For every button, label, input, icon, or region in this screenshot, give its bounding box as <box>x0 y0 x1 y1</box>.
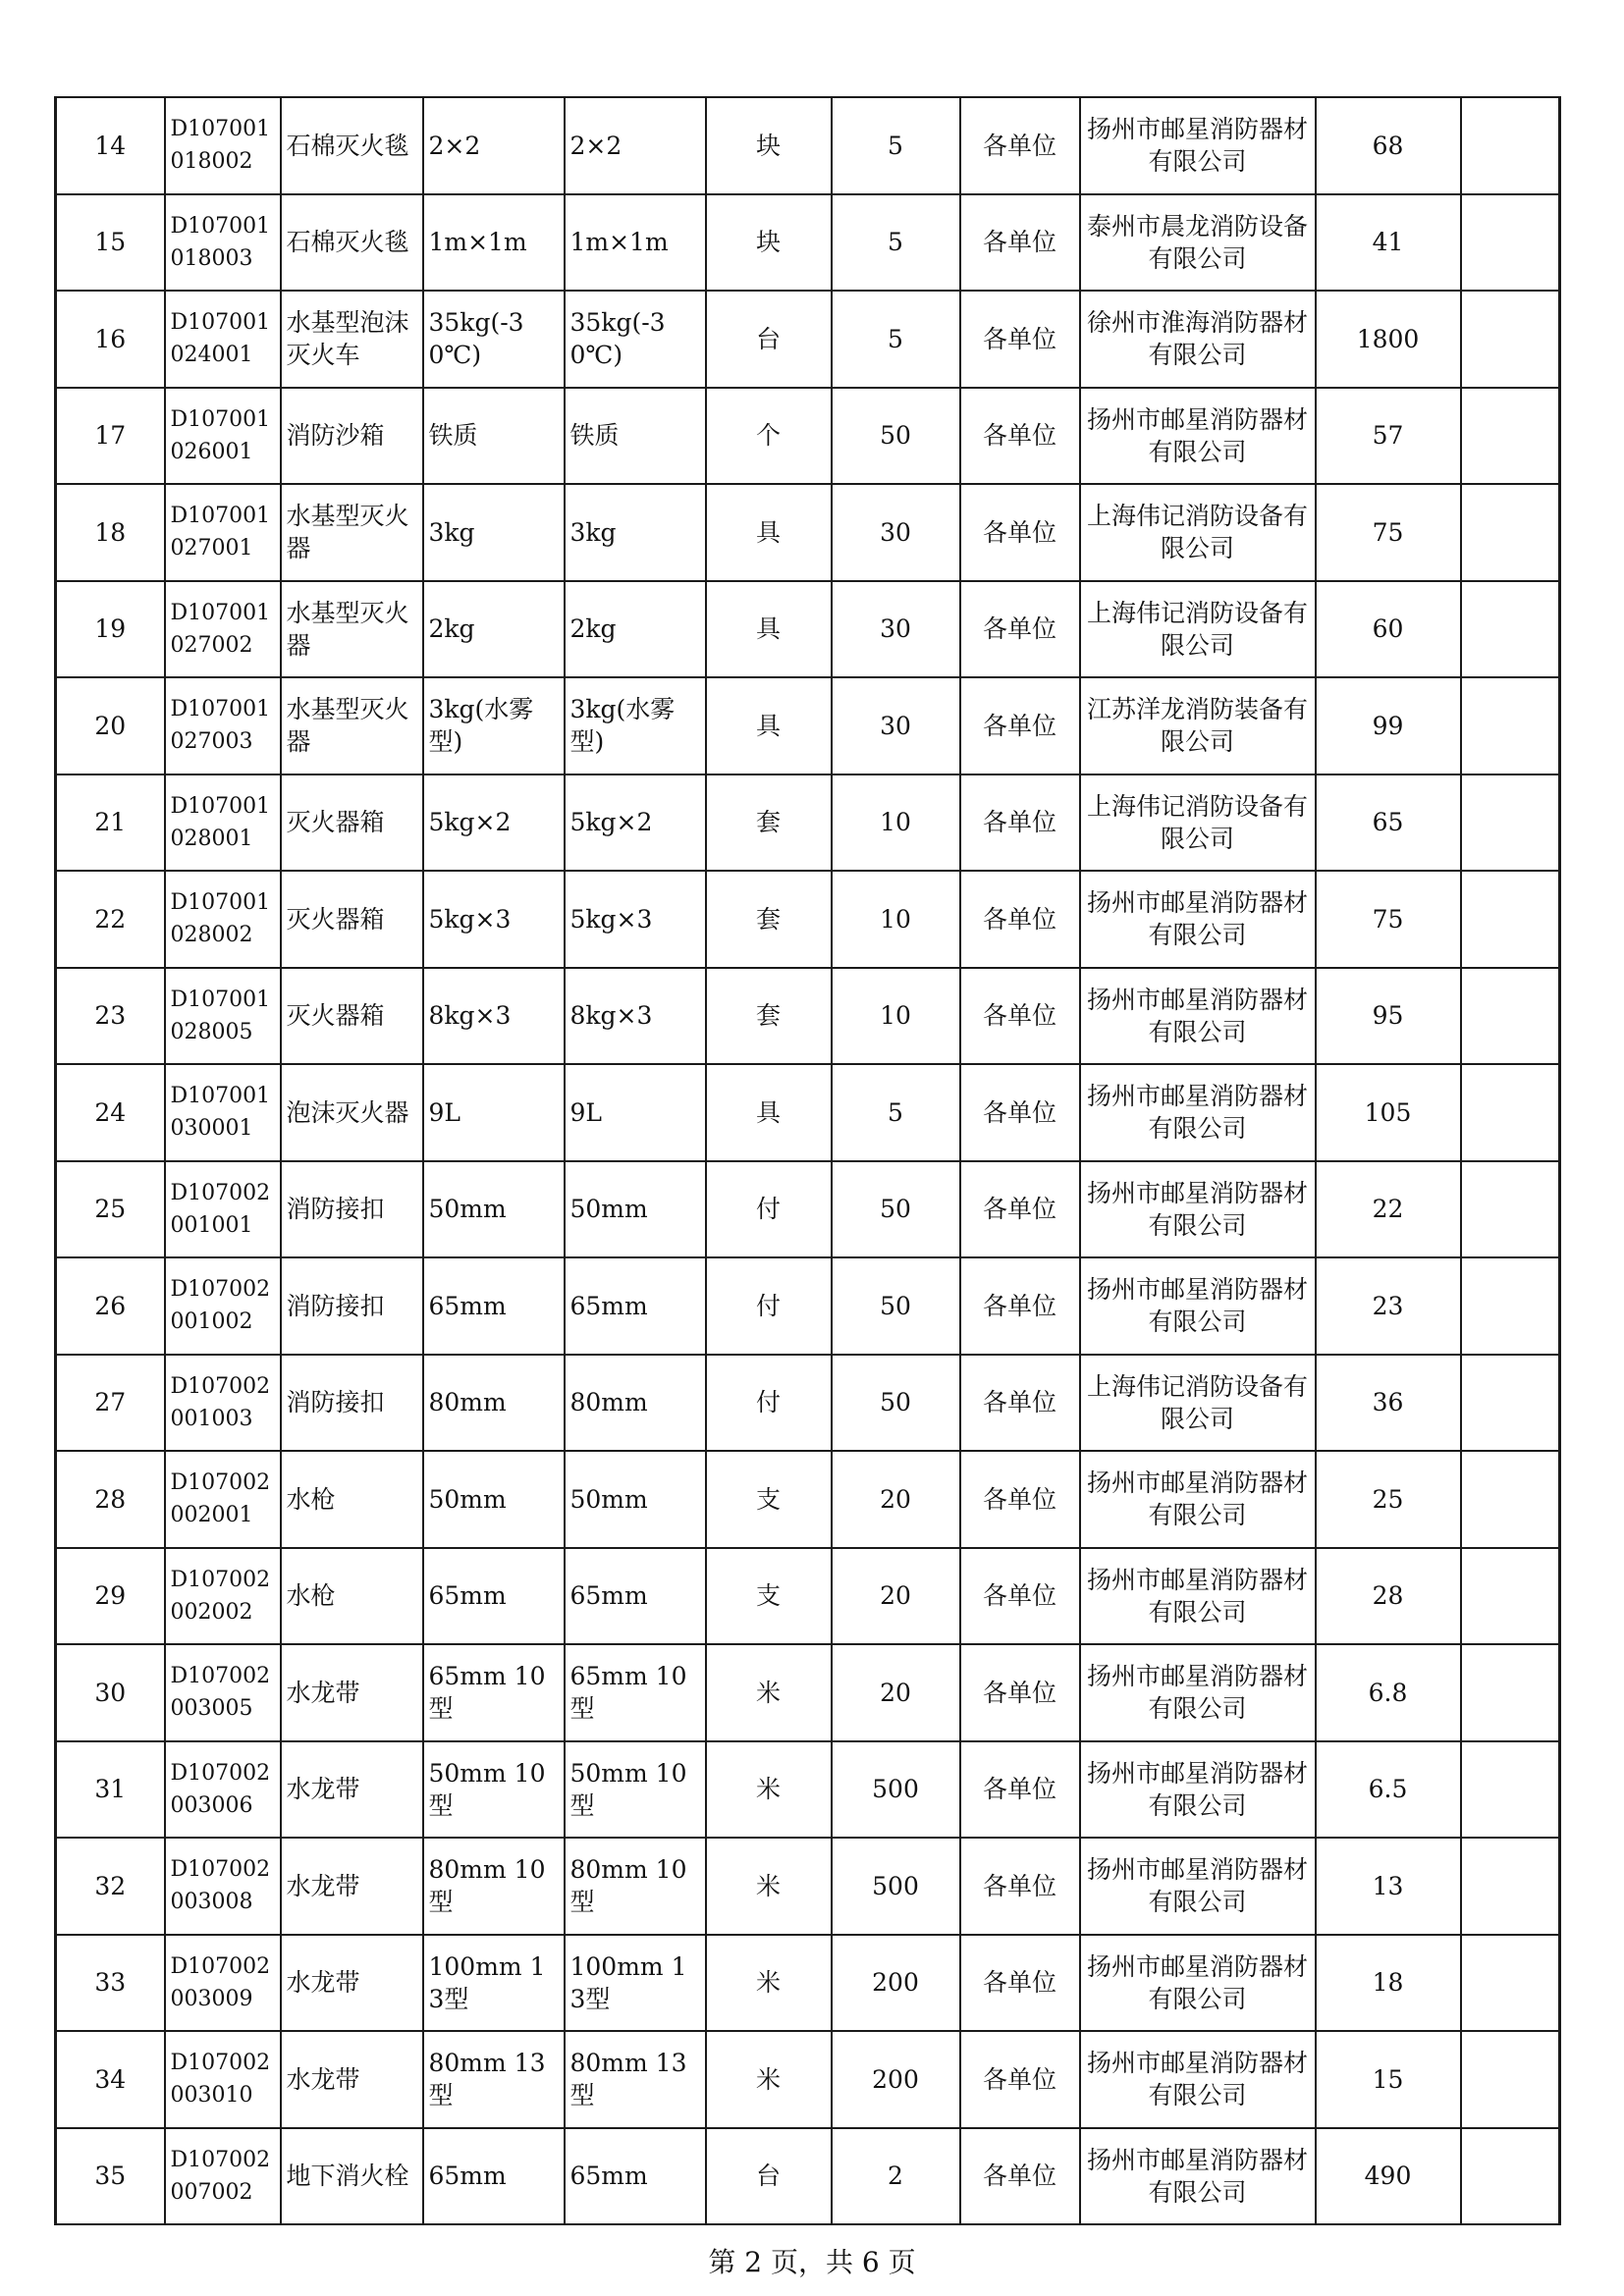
remark-cell <box>1461 1741 1560 1839</box>
row-number-cell: 30 <box>56 1644 165 1741</box>
unit-price-cell: 15 <box>1316 2031 1461 2128</box>
model-cell: 35kg(-30℃) <box>565 291 706 388</box>
supplier-cell: 江苏洋龙消防装备有限公司 <box>1080 677 1316 774</box>
scope-cell: 各单位 <box>960 1161 1080 1258</box>
material-code-cell: D107001028005 <box>165 968 281 1065</box>
row-number-cell: 33 <box>56 1935 165 2032</box>
row-number-cell: 29 <box>56 1548 165 1645</box>
unit-cell: 米 <box>706 1838 832 1935</box>
specification-cell: 9L <box>423 1064 565 1161</box>
table-row <box>56 1935 1560 2032</box>
scope-cell: 各单位 <box>960 1838 1080 1935</box>
quantity-cell: 5 <box>832 97 960 194</box>
quantity-cell: 10 <box>832 968 960 1065</box>
unit-price-cell: 99 <box>1316 677 1461 774</box>
scope-cell: 各单位 <box>960 1741 1080 1839</box>
material-name-cell: 灭火器箱 <box>281 871 423 968</box>
supplier-cell: 扬州市邮星消防器材有限公司 <box>1080 2031 1316 2128</box>
model-cell: 65mm 10型 <box>565 1644 706 1741</box>
scope-cell: 各单位 <box>960 1644 1080 1741</box>
supplier-cell: 扬州市邮星消防器材有限公司 <box>1080 1644 1316 1741</box>
material-code-cell: D107001028001 <box>165 774 281 872</box>
quantity-cell: 5 <box>832 1064 960 1161</box>
page-footer: 第 2 页，共 6 页 <box>708 2246 916 2278</box>
scope-cell: 各单位 <box>960 774 1080 872</box>
remark-cell <box>1461 2031 1560 2128</box>
scope-cell: 各单位 <box>960 968 1080 1065</box>
quantity-cell: 30 <box>832 581 960 678</box>
unit-cell: 套 <box>706 774 832 872</box>
quantity-cell: 50 <box>832 1257 960 1355</box>
unit-price-cell: 105 <box>1316 1064 1461 1161</box>
table-row <box>56 97 1560 194</box>
model-cell: 8kg×3 <box>565 968 706 1065</box>
unit-price-cell: 13 <box>1316 1838 1461 1935</box>
model-cell: 2×2 <box>565 97 706 194</box>
quantity-cell: 30 <box>832 484 960 581</box>
supplier-cell: 上海伟记消防设备有限公司 <box>1080 774 1316 872</box>
material-code-cell: D107002003006 <box>165 1741 281 1839</box>
material-name-cell: 石棉灭火毯 <box>281 97 423 194</box>
supplier-cell: 扬州市邮星消防器材有限公司 <box>1080 388 1316 485</box>
unit-cell: 个 <box>706 388 832 485</box>
material-name-cell: 水龙带 <box>281 1838 423 1935</box>
model-cell: 50mm <box>565 1161 706 1258</box>
unit-cell: 米 <box>706 2031 832 2128</box>
unit-price-cell: 18 <box>1316 1935 1461 2032</box>
remark-cell <box>1461 581 1560 678</box>
row-number-cell: 32 <box>56 1838 165 1935</box>
remark-cell <box>1461 291 1560 388</box>
specification-cell: 50mm <box>423 1451 565 1548</box>
scope-cell: 各单位 <box>960 1451 1080 1548</box>
scope-cell: 各单位 <box>960 2128 1080 2225</box>
table-row <box>56 2031 1560 2128</box>
unit-price-cell: 60 <box>1316 581 1461 678</box>
material-code-cell: D107002001003 <box>165 1355 281 1452</box>
material-name-cell: 水龙带 <box>281 1935 423 2032</box>
material-name-cell: 水基型灭火器 <box>281 484 423 581</box>
unit-cell: 台 <box>706 291 832 388</box>
model-cell: 80mm 13型 <box>565 2031 706 2128</box>
table-row <box>56 968 1560 1065</box>
model-cell: 3kg(水雾型) <box>565 677 706 774</box>
unit-price-cell: 1800 <box>1316 291 1461 388</box>
material-name-cell: 泡沫灭火器 <box>281 1064 423 1161</box>
specification-cell: 80mm 13型 <box>423 2031 565 2128</box>
remark-cell <box>1461 677 1560 774</box>
table-row <box>56 484 1560 581</box>
row-number-cell: 16 <box>56 291 165 388</box>
table-row <box>56 2128 1560 2225</box>
supplier-cell: 上海伟记消防设备有限公司 <box>1080 581 1316 678</box>
scope-cell: 各单位 <box>960 388 1080 485</box>
remark-cell <box>1461 1838 1560 1935</box>
remark-cell <box>1461 1644 1560 1741</box>
quantity-cell: 500 <box>832 1741 960 1839</box>
table-row <box>56 291 1560 388</box>
supplier-cell: 扬州市邮星消防器材有限公司 <box>1080 1548 1316 1645</box>
unit-price-cell: 65 <box>1316 774 1461 872</box>
table-row <box>56 871 1560 968</box>
unit-price-cell: 25 <box>1316 1451 1461 1548</box>
unit-cell: 台 <box>706 2128 832 2225</box>
material-name-cell: 水枪 <box>281 1451 423 1548</box>
unit-cell: 米 <box>706 1741 832 1839</box>
model-cell: 80mm 10型 <box>565 1838 706 1935</box>
specification-cell: 5kg×3 <box>423 871 565 968</box>
unit-cell: 具 <box>706 1064 832 1161</box>
model-cell: 5kg×2 <box>565 774 706 872</box>
unit-price-cell: 22 <box>1316 1161 1461 1258</box>
scope-cell: 各单位 <box>960 1548 1080 1645</box>
specification-cell: 35kg(-30℃) <box>423 291 565 388</box>
scope-cell: 各单位 <box>960 484 1080 581</box>
quantity-cell: 20 <box>832 1548 960 1645</box>
material-name-cell: 水龙带 <box>281 1644 423 1741</box>
remark-cell <box>1461 968 1560 1065</box>
remark-cell <box>1461 1064 1560 1161</box>
model-cell: 5kg×3 <box>565 871 706 968</box>
model-cell: 100mm 13型 <box>565 1935 706 2032</box>
specification-cell: 65mm <box>423 1257 565 1355</box>
material-code-cell: D107002003010 <box>165 2031 281 2128</box>
quantity-cell: 200 <box>832 2031 960 2128</box>
row-number-cell: 21 <box>56 774 165 872</box>
table-row <box>56 1838 1560 1935</box>
table-row <box>56 388 1560 485</box>
supplier-cell: 扬州市邮星消防器材有限公司 <box>1080 968 1316 1065</box>
remark-cell <box>1461 2128 1560 2225</box>
specification-cell: 65mm <box>423 1548 565 1645</box>
remark-cell <box>1461 1548 1560 1645</box>
remark-cell <box>1461 1355 1560 1452</box>
table-row <box>56 1161 1560 1258</box>
row-number-cell: 31 <box>56 1741 165 1839</box>
specification-cell: 2kg <box>423 581 565 678</box>
scope-cell: 各单位 <box>960 1355 1080 1452</box>
remark-cell <box>1461 774 1560 872</box>
remark-cell <box>1461 1161 1560 1258</box>
table-body <box>56 97 1560 2224</box>
quantity-cell: 20 <box>832 1451 960 1548</box>
unit-cell: 块 <box>706 194 832 292</box>
material-code-cell: D107001030001 <box>165 1064 281 1161</box>
row-number-cell: 20 <box>56 677 165 774</box>
row-number-cell: 17 <box>56 388 165 485</box>
model-cell: 80mm <box>565 1355 706 1452</box>
material-code-cell: D107002001002 <box>165 1257 281 1355</box>
material-code-cell: D107001028002 <box>165 871 281 968</box>
supplier-cell: 扬州市邮星消防器材有限公司 <box>1080 1064 1316 1161</box>
remark-cell <box>1461 388 1560 485</box>
unit-price-cell: 36 <box>1316 1355 1461 1452</box>
supplier-cell: 上海伟记消防设备有限公司 <box>1080 1355 1316 1452</box>
material-name-cell: 水基型泡沫灭火车 <box>281 291 423 388</box>
row-number-cell: 24 <box>56 1064 165 1161</box>
supplier-cell: 扬州市邮星消防器材有限公司 <box>1080 1935 1316 2032</box>
unit-cell: 支 <box>706 1548 832 1645</box>
quantity-cell: 50 <box>832 1161 960 1258</box>
model-cell: 65mm <box>565 2128 706 2225</box>
material-code-cell: D107002001001 <box>165 1161 281 1258</box>
model-cell: 65mm <box>565 1257 706 1355</box>
unit-cell: 套 <box>706 968 832 1065</box>
specification-cell: 3kg(水雾型) <box>423 677 565 774</box>
material-name-cell: 地下消火栓 <box>281 2128 423 2225</box>
unit-price-cell: 95 <box>1316 968 1461 1065</box>
unit-cell: 块 <box>706 97 832 194</box>
model-cell: 1m×1m <box>565 194 706 292</box>
row-number-cell: 15 <box>56 194 165 292</box>
supplier-cell: 泰州市晨龙消防设备有限公司 <box>1080 194 1316 292</box>
supplier-cell: 扬州市邮星消防器材有限公司 <box>1080 871 1316 968</box>
material-code-cell: D107002003009 <box>165 1935 281 2032</box>
specification-cell: 80mm 10型 <box>423 1838 565 1935</box>
row-number-cell: 22 <box>56 871 165 968</box>
unit-cell: 米 <box>706 1935 832 2032</box>
specification-cell: 8kg×3 <box>423 968 565 1065</box>
scope-cell: 各单位 <box>960 1064 1080 1161</box>
quantity-cell: 10 <box>832 774 960 872</box>
table-row <box>56 1064 1560 1161</box>
unit-cell: 套 <box>706 871 832 968</box>
unit-price-cell: 41 <box>1316 194 1461 292</box>
unit-price-cell: 57 <box>1316 388 1461 485</box>
remark-cell <box>1461 194 1560 292</box>
table-row <box>56 1548 1560 1645</box>
quantity-cell: 50 <box>832 1355 960 1452</box>
supplier-cell: 扬州市邮星消防器材有限公司 <box>1080 1838 1316 1935</box>
material-code-cell: D107001027003 <box>165 677 281 774</box>
procurement-table <box>54 96 1561 2225</box>
table-row <box>56 194 1560 292</box>
model-cell: 65mm <box>565 1548 706 1645</box>
specification-cell: 3kg <box>423 484 565 581</box>
material-code-cell: D107002007002 <box>165 2128 281 2225</box>
material-name-cell: 消防沙箱 <box>281 388 423 485</box>
supplier-cell: 扬州市邮星消防器材有限公司 <box>1080 1257 1316 1355</box>
row-number-cell: 18 <box>56 484 165 581</box>
quantity-cell: 2 <box>832 2128 960 2225</box>
material-code-cell: D107001027001 <box>165 484 281 581</box>
specification-cell: 100mm 13型 <box>423 1935 565 2032</box>
model-cell: 50mm 10型 <box>565 1741 706 1839</box>
quantity-cell: 5 <box>832 194 960 292</box>
row-number-cell: 28 <box>56 1451 165 1548</box>
specification-cell: 65mm <box>423 2128 565 2225</box>
table-row <box>56 677 1560 774</box>
unit-cell: 具 <box>706 484 832 581</box>
quantity-cell: 5 <box>832 291 960 388</box>
unit-price-cell: 28 <box>1316 1548 1461 1645</box>
supplier-cell: 扬州市邮星消防器材有限公司 <box>1080 97 1316 194</box>
specification-cell: 50mm <box>423 1161 565 1258</box>
model-cell: 9L <box>565 1064 706 1161</box>
material-code-cell: D107001018002 <box>165 97 281 194</box>
row-number-cell: 27 <box>56 1355 165 1452</box>
material-name-cell: 水基型灭火器 <box>281 677 423 774</box>
unit-price-cell: 6.5 <box>1316 1741 1461 1839</box>
quantity-cell: 50 <box>832 388 960 485</box>
material-name-cell: 消防接扣 <box>281 1355 423 1452</box>
remark-cell <box>1461 484 1560 581</box>
supplier-cell: 扬州市邮星消防器材有限公司 <box>1080 2128 1316 2225</box>
scope-cell: 各单位 <box>960 677 1080 774</box>
quantity-cell: 10 <box>832 871 960 968</box>
material-name-cell: 消防接扣 <box>281 1257 423 1355</box>
quantity-cell: 30 <box>832 677 960 774</box>
scope-cell: 各单位 <box>960 581 1080 678</box>
supplier-cell: 扬州市邮星消防器材有限公司 <box>1080 1741 1316 1839</box>
specification-cell: 铁质 <box>423 388 565 485</box>
specification-cell: 50mm 10型 <box>423 1741 565 1839</box>
material-name-cell: 灭火器箱 <box>281 968 423 1065</box>
model-cell: 2kg <box>565 581 706 678</box>
material-code-cell: D107002003008 <box>165 1838 281 1935</box>
material-name-cell: 水枪 <box>281 1548 423 1645</box>
table-row <box>56 1355 1560 1452</box>
material-name-cell: 石棉灭火毯 <box>281 194 423 292</box>
specification-cell: 1m×1m <box>423 194 565 292</box>
material-code-cell: D107002002001 <box>165 1451 281 1548</box>
supplier-cell: 上海伟记消防设备有限公司 <box>1080 484 1316 581</box>
unit-cell: 米 <box>706 1644 832 1741</box>
row-number-cell: 26 <box>56 1257 165 1355</box>
specification-cell: 5kg×2 <box>423 774 565 872</box>
material-name-cell: 水龙带 <box>281 2031 423 2128</box>
unit-cell: 付 <box>706 1161 832 1258</box>
specification-cell: 80mm <box>423 1355 565 1452</box>
table-row <box>56 1451 1560 1548</box>
quantity-cell: 200 <box>832 1935 960 2032</box>
material-name-cell: 灭火器箱 <box>281 774 423 872</box>
unit-price-cell: 75 <box>1316 484 1461 581</box>
table-row <box>56 581 1560 678</box>
quantity-cell: 500 <box>832 1838 960 1935</box>
scope-cell: 各单位 <box>960 97 1080 194</box>
table-row <box>56 774 1560 872</box>
row-number-cell: 25 <box>56 1161 165 1258</box>
supplier-cell: 扬州市邮星消防器材有限公司 <box>1080 1161 1316 1258</box>
material-name-cell: 水基型灭火器 <box>281 581 423 678</box>
supplier-cell: 扬州市邮星消防器材有限公司 <box>1080 1451 1316 1548</box>
scope-cell: 各单位 <box>960 1935 1080 2032</box>
remark-cell <box>1461 1257 1560 1355</box>
specification-cell: 2×2 <box>423 97 565 194</box>
supplier-cell: 徐州市淮海消防器材有限公司 <box>1080 291 1316 388</box>
material-name-cell: 消防接扣 <box>281 1161 423 1258</box>
unit-cell: 付 <box>706 1257 832 1355</box>
unit-cell: 具 <box>706 677 832 774</box>
unit-cell: 具 <box>706 581 832 678</box>
row-number-cell: 19 <box>56 581 165 678</box>
specification-cell: 65mm 10型 <box>423 1644 565 1741</box>
unit-cell: 支 <box>706 1451 832 1548</box>
scope-cell: 各单位 <box>960 1257 1080 1355</box>
table-row <box>56 1257 1560 1355</box>
material-code-cell: D107001027002 <box>165 581 281 678</box>
model-cell: 铁质 <box>565 388 706 485</box>
unit-price-cell: 6.8 <box>1316 1644 1461 1741</box>
material-code-cell: D107002002002 <box>165 1548 281 1645</box>
table-row <box>56 1741 1560 1839</box>
material-name-cell: 水龙带 <box>281 1741 423 1839</box>
scope-cell: 各单位 <box>960 2031 1080 2128</box>
material-code-cell: D107001026001 <box>165 388 281 485</box>
material-code-cell: D107001018003 <box>165 194 281 292</box>
scope-cell: 各单位 <box>960 194 1080 292</box>
scope-cell: 各单位 <box>960 871 1080 968</box>
unit-price-cell: 68 <box>1316 97 1461 194</box>
table-row <box>56 1644 1560 1741</box>
material-code-cell: D107002003005 <box>165 1644 281 1741</box>
remark-cell <box>1461 1451 1560 1548</box>
remark-cell <box>1461 1935 1560 2032</box>
model-cell: 3kg <box>565 484 706 581</box>
material-code-cell: D107001024001 <box>165 291 281 388</box>
scope-cell: 各单位 <box>960 291 1080 388</box>
unit-price-cell: 75 <box>1316 871 1461 968</box>
model-cell: 50mm <box>565 1451 706 1548</box>
remark-cell <box>1461 97 1560 194</box>
row-number-cell: 34 <box>56 2031 165 2128</box>
remark-cell <box>1461 871 1560 968</box>
unit-cell: 付 <box>706 1355 832 1452</box>
unit-price-cell: 490 <box>1316 2128 1461 2225</box>
unit-price-cell: 23 <box>1316 1257 1461 1355</box>
row-number-cell: 14 <box>56 97 165 194</box>
row-number-cell: 35 <box>56 2128 165 2225</box>
quantity-cell: 20 <box>832 1644 960 1741</box>
row-number-cell: 23 <box>56 968 165 1065</box>
